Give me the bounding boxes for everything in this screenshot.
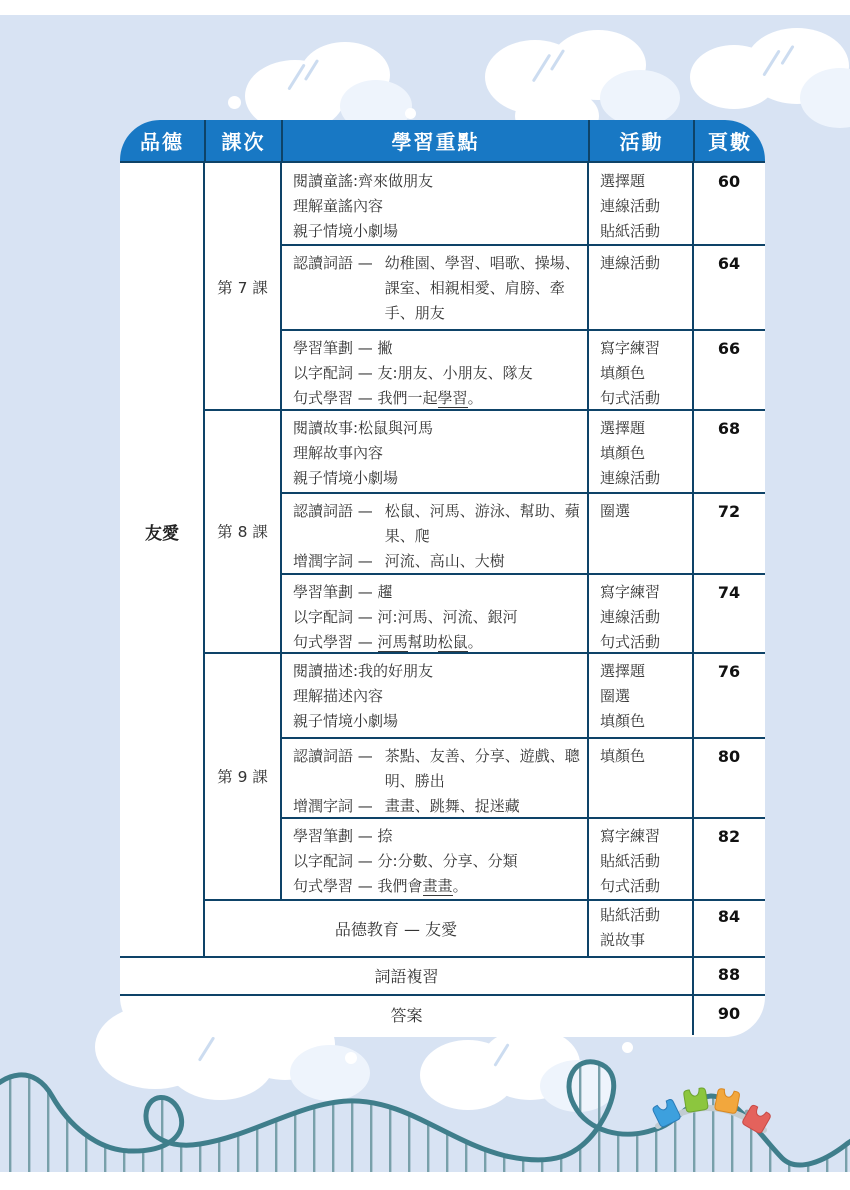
activity: 貼紙活動 (600, 222, 661, 240)
learning-point: 閱讀童謠:齊來做朋友 (293, 172, 434, 190)
learning-point: 以字配詞 — 分:分數、分享、分類 (293, 852, 518, 870)
activity: 句式活動 (600, 633, 661, 651)
activity: 句式活動 (600, 877, 661, 895)
activities-cell (588, 245, 693, 330)
learning-point: 理解故事內容 (293, 444, 384, 462)
learning-point: 理解描述內容 (293, 687, 384, 705)
page-number: 88 (717, 965, 741, 984)
header-activity: 活動 (588, 120, 693, 161)
activity: 填顏色 (600, 444, 646, 462)
activity: 選擇題 (600, 662, 646, 680)
activity: 連線活動 (600, 608, 661, 626)
learning-point: 增潤字詞 — 河流、高山、大樹 (293, 552, 505, 570)
coaster-supports (0, 1062, 850, 1172)
table-row (281, 653, 765, 738)
activity: 圈選 (600, 687, 631, 705)
learning-point: 學習筆劃 — 捺 (293, 827, 393, 845)
learning-point: 親子情境小劇場 (293, 469, 399, 487)
learning-points-cell (281, 163, 588, 245)
learning-points-cell (281, 330, 588, 410)
table-row (281, 163, 765, 245)
learning-point: 認讀詞語 — 茶點、友善、分享、遊戲、聰明、勝出 (293, 747, 580, 790)
activities-cell (588, 818, 693, 900)
activity: 選擇題 (600, 172, 646, 190)
activity: 寫字練習 (600, 583, 661, 601)
activity: 貼紙活動 (600, 852, 661, 870)
activity: 連線活動 (600, 469, 661, 487)
header-page: 頁數 (693, 120, 765, 161)
activity: 填顏色 (600, 364, 646, 382)
learning-point: 句式學習 — 河馬幫助松鼠。 (293, 633, 483, 651)
table-body (120, 163, 765, 1037)
train-car-yellow (714, 1088, 740, 1114)
learning-points-cell (281, 818, 588, 900)
learning-point: 認讀詞語 — 幼稚園、學習、唱歌、操場、課室、相親相愛、肩膀、牽手、朋友 (293, 254, 580, 322)
activities-cell (588, 410, 693, 493)
learning-point: 增潤字詞 — 畫畫、跳舞、捉迷藏 (293, 797, 520, 815)
activities-cell (588, 738, 693, 818)
activity: 句式活動 (600, 389, 661, 407)
page-number: 74 (717, 583, 741, 602)
lesson-9-label: 第 9 課 (217, 768, 268, 786)
table-row (281, 738, 765, 818)
page-number: 82 (717, 827, 741, 846)
header-lesson: 課次 (204, 120, 281, 161)
activities-cell (588, 900, 693, 956)
learning-point: 句式學習 — 我們一起學習。 (293, 389, 483, 407)
page-number: 90 (717, 1004, 741, 1023)
learning-point: 以字配詞 — 友:朋友、小朋友、隊友 (293, 364, 533, 382)
learning-points-cell (281, 493, 588, 574)
learning-points-cell (281, 410, 588, 493)
roller-coaster-illustration (0, 1040, 850, 1180)
table-row (281, 574, 765, 653)
activities-cell (588, 493, 693, 574)
page-number: 66 (717, 339, 741, 358)
learning-points-cell (281, 245, 588, 330)
header-focus: 學習重點 (281, 120, 588, 161)
page-number: 64 (717, 254, 741, 273)
table-row (281, 818, 765, 900)
activity: 選擇題 (600, 419, 646, 437)
page-number: 80 (717, 747, 741, 766)
learning-point: 親子情境小劇場 (293, 712, 399, 730)
page-number: 84 (717, 907, 741, 926)
learning-points-cell (281, 574, 588, 653)
activities-cell (588, 574, 693, 653)
activity: 寫字練習 (600, 827, 661, 845)
moral-education-row (204, 900, 765, 956)
page-number: 76 (717, 662, 741, 681)
activities-cell (588, 653, 693, 738)
page-number: 72 (717, 502, 741, 521)
learning-point: 親子情境小劇場 (293, 222, 399, 240)
contents-table (120, 120, 765, 1037)
word-review-label: 詞語複習 (374, 966, 439, 986)
table-row (281, 330, 765, 410)
learning-point: 學習筆劃 — 趯 (293, 583, 393, 601)
learning-point: 學習筆劃 — 撇 (293, 339, 393, 357)
learning-point: 理解童謠內容 (293, 197, 384, 215)
learning-points-cell (281, 738, 588, 818)
activities-cell (588, 330, 693, 410)
word-review-row (120, 956, 765, 994)
activity: 説故事 (600, 931, 646, 949)
activity: 填顏色 (600, 712, 646, 730)
learning-point: 閱讀描述:我的好朋友 (293, 662, 434, 680)
table-row (281, 493, 765, 574)
activity: 圈選 (600, 502, 631, 520)
learning-point: 句式學習 — 我們會畫畫。 (293, 877, 468, 895)
activity: 連線活動 (600, 254, 661, 272)
table-row (281, 245, 765, 330)
activity: 寫字練習 (600, 339, 661, 357)
header-virtue: 品德 (140, 130, 184, 154)
learning-point: 以字配詞 — 河:河馬、河流、銀河 (293, 608, 518, 626)
activity: 填顏色 (600, 747, 646, 765)
activity: 連線活動 (600, 197, 661, 215)
answers-row (120, 994, 765, 1035)
learning-point: 認讀詞語 — 松鼠、河馬、游泳、幫助、蘋果、爬 (293, 502, 580, 545)
answers-label: 答案 (390, 1006, 423, 1025)
table-row (281, 410, 765, 493)
table-header-row (120, 120, 765, 163)
virtue-label: 友愛 (145, 524, 179, 544)
moral-education-label: 品德教育 — 友愛 (334, 919, 458, 939)
page-number: 68 (717, 419, 741, 438)
top-white-strip (0, 0, 850, 15)
learning-point: 閱讀故事:松鼠與河馬 (293, 419, 434, 437)
activity: 貼紙活動 (600, 906, 661, 924)
lesson-8-label: 第 8 課 (217, 523, 268, 541)
train-car-green (683, 1087, 708, 1112)
lesson-7-label: 第 7 課 (217, 278, 268, 297)
activities-cell (588, 163, 693, 245)
learning-points-cell (281, 653, 588, 738)
page-number: 60 (717, 172, 741, 191)
